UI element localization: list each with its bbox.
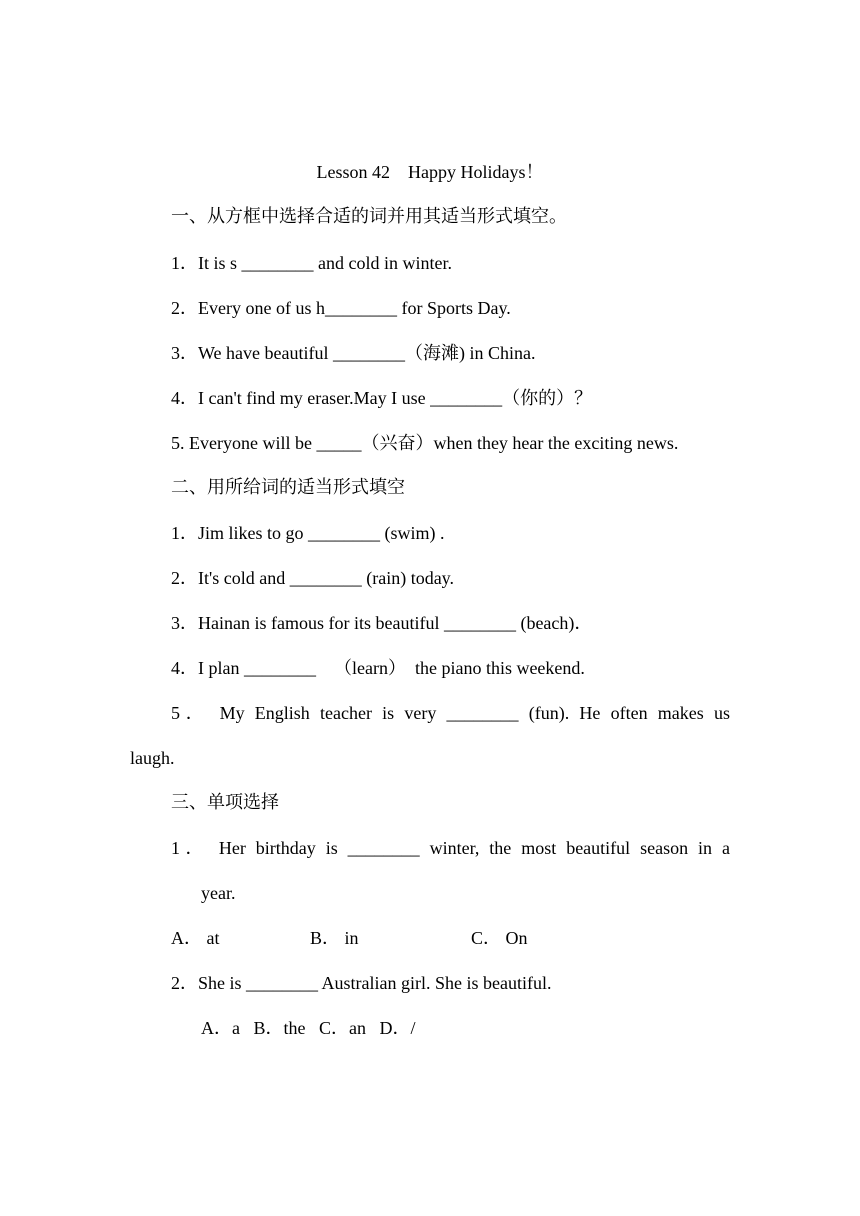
section2-item-5-continued: laugh. [130,748,175,768]
section2-item-5: 5． My English teacher is very ________ (fun). He often makes us [171,703,730,723]
section1-item-4: 4．I can't find my eraser.May I use ________（你的）？ [171,388,593,408]
section1-item-3: 3．We have beautiful ________（海滩) in China. [171,343,536,363]
section2-item-4: 4．I plan ________ （learn） the piano this weekend. [171,658,585,678]
section2-heading: 二、用所给词的适当形式填空 [171,477,405,498]
section2-item-2: 2．It's cold and ________ (rain) today. [171,568,455,588]
section1-item-2: 2．Every one of us h________ for Sports Day. [171,298,511,318]
section1-heading: 一、从方框中选择合适的词并用其适当形式填空。 [171,206,567,227]
option-b: B． in [310,928,359,948]
section3-question-2: 2．She is ________ Australian girl. She is beautiful. [171,973,552,993]
section3-question-1: 1． Her birthday is ________ winter, the most beautiful season in a [171,838,730,858]
section3-heading: 三、单项选择 [171,792,279,813]
section3-question-1-continued: year. [201,883,236,903]
section2-item-3: 3．Hainan is famous for its beautiful ________ (beach)． [171,613,593,633]
question-2-options: A．a B．the C．an D．/ [201,1018,416,1038]
page-title: Lesson 42 Happy Holidays！ [316,162,544,182]
section1-item-5: 5. Everyone will be _____（兴奋）when they hear the exciting news. [171,433,679,453]
section2-item-1: 1．Jim likes to go ________ (swim) . [171,523,445,543]
option-c: C． On [471,928,528,948]
option-a: A． at [171,928,220,948]
question-1-options [171,926,731,950]
section1-item-1: 1．It is s ________ and cold in winter. [171,253,452,273]
